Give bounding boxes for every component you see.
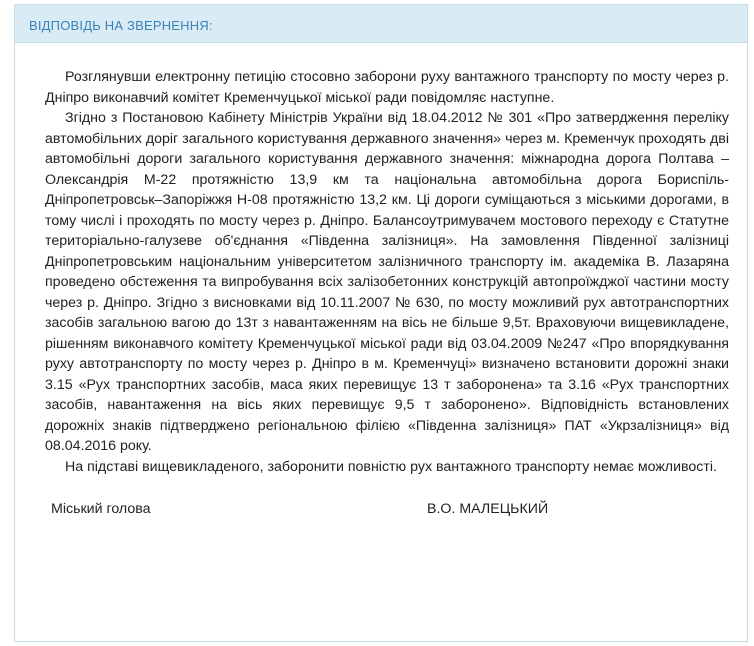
letter-paragraph: Розглянувши електронну петицію стосовно заборони руху вантажного транспорту по мосту через р. Дніпро виконавчий комітет Кременчуцької міської ради повідомляє наступне. <box>45 69 729 106</box>
panel-header <box>15 5 747 43</box>
signatory-position: Міський голова <box>51 501 151 517</box>
letter-paragraph: Згідно з Постановою Кабінету Міністрів України від 18.04.2012 № 301 «Про затвердження переліку автомобільних доріг загального користування державного значення» через м. Кременчук проходять дві автомобільні дороги загального користування державного значення: міжнародна дорога Полтава – Олександрія М-22 протяжністю 13,9 км та національна автомобільна дорога Бориспіль-Дніпропетровськ–Запоріжжя Н-08 протяжністю 13,2 км. Ці дороги суміщаються з міськими дорогами, в тому числі і проходять по мосту через р. Дніпро. Балансоутримувачем мостового переходу є Статутне територіально-галузеве об'єднання «Південна залізниця». На замовлення Південної залізниці Дніпропетровським національним університетом залізничного транспорту ім. академіка В. Лазаряна проведено обстеження та випробування всіх залізобетонних конструкцій автопроїжджої частини мосту через р. Дніпро. Згідно з висновками від 10.11.2007 № 630, по мосту можливий рух автотранспортних засобів загальною вагою до 13т з навантаженням на вісь не більше 9,5т. Враховуючи вищевикладене, рішенням виконавчого комітету Кременчуцької міської ради від 03.04.2009 №247 «Про впорядкування руху автотранспорту по мосту через р. Дніпро в м. Кременчуці» визначено встановити дорожні знаки 3.15 «Рух транспортних засобів, маса яких перевищує 13 т заборонена» та 3.16 «Рух транспортних засобів, навантаження на вісь яких перевищує 9,5 т заборонено». Відповідність встановлених дорожніх знаків підтверджено регіональною філією «Південна залізниця» ПАТ «Укрзалізниця» від 08.04.2016 року. <box>45 110 729 454</box>
signature-block <box>45 501 729 523</box>
signatory-name: В.О. МАЛЕЦЬКИЙ <box>427 501 549 517</box>
panel-body <box>15 43 747 523</box>
letter-paragraph: На підставі вищевикладеного, заборонити повністю рух вантажного транспорту немає можливості. <box>65 458 717 475</box>
response-panel <box>14 4 748 642</box>
panel-title: ВІДПОВІДЬ НА ЗВЕРНЕННЯ: <box>29 18 213 33</box>
letter-text <box>45 67 729 477</box>
